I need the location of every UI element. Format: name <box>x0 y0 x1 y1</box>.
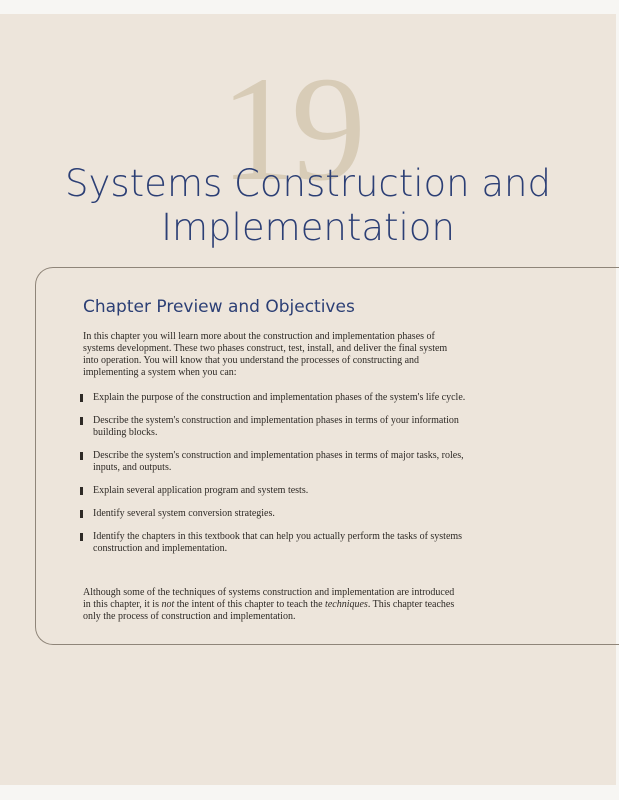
chapter-number: 19 <box>220 46 362 212</box>
closing-text-1: Although some of the techniques of systems construction and implementation are introduced in this chapter, it is <box>83 587 455 610</box>
objective-text: Identify the chapters in this textbook that can help you actually perform the tasks of systems construction and implementation. <box>93 531 463 554</box>
objective-item <box>80 508 470 520</box>
objective-text: Describe the system's construction and implementation phases in terms of your information building blocks. <box>93 415 459 438</box>
objective-item <box>80 531 470 555</box>
closing-paragraph <box>83 587 463 623</box>
bullet-icon <box>80 510 83 518</box>
closing-emphasis-techniques: techniques <box>325 599 368 610</box>
preview-heading: Chapter Preview and Objectives <box>83 297 355 317</box>
chapter-title <box>0 162 616 250</box>
bullet-icon <box>80 533 83 541</box>
objective-text: Identify several system conversion strategies. <box>93 508 275 519</box>
objective-item <box>80 450 470 474</box>
objective-item <box>80 415 470 439</box>
bullet-icon <box>80 452 83 460</box>
chapter-title-line-1: Systems Construction and <box>65 162 551 205</box>
objectives-list <box>80 392 470 566</box>
closing-text-2: the intent of this chapter to teach the <box>174 599 326 610</box>
objective-text: Explain the purpose of the construction and implementation phases of the system's life cycle. <box>93 392 466 403</box>
objective-item <box>80 485 470 497</box>
bullet-icon <box>80 487 83 495</box>
closing-text-3: . This chapter teaches only the process of construction and implementation. <box>83 599 455 622</box>
objective-text: Explain several application program and system tests. <box>93 485 309 496</box>
chapter-title-line-2: Implementation <box>161 206 455 249</box>
bullet-icon <box>80 394 83 402</box>
objective-text: Describe the system's construction and implementation phases in terms of major tasks, roles, inputs, and outputs. <box>93 450 464 473</box>
intro-paragraph: In this chapter you will learn more about the construction and implementation phases of systems development. These two phases construct, test, install, and deliver the final system into operation. You will know that you understand the processes of constructing and implementing a system when you can: <box>83 331 448 378</box>
objective-item <box>80 392 470 404</box>
bullet-icon <box>80 417 83 425</box>
closing-emphasis-not: not <box>161 599 175 610</box>
